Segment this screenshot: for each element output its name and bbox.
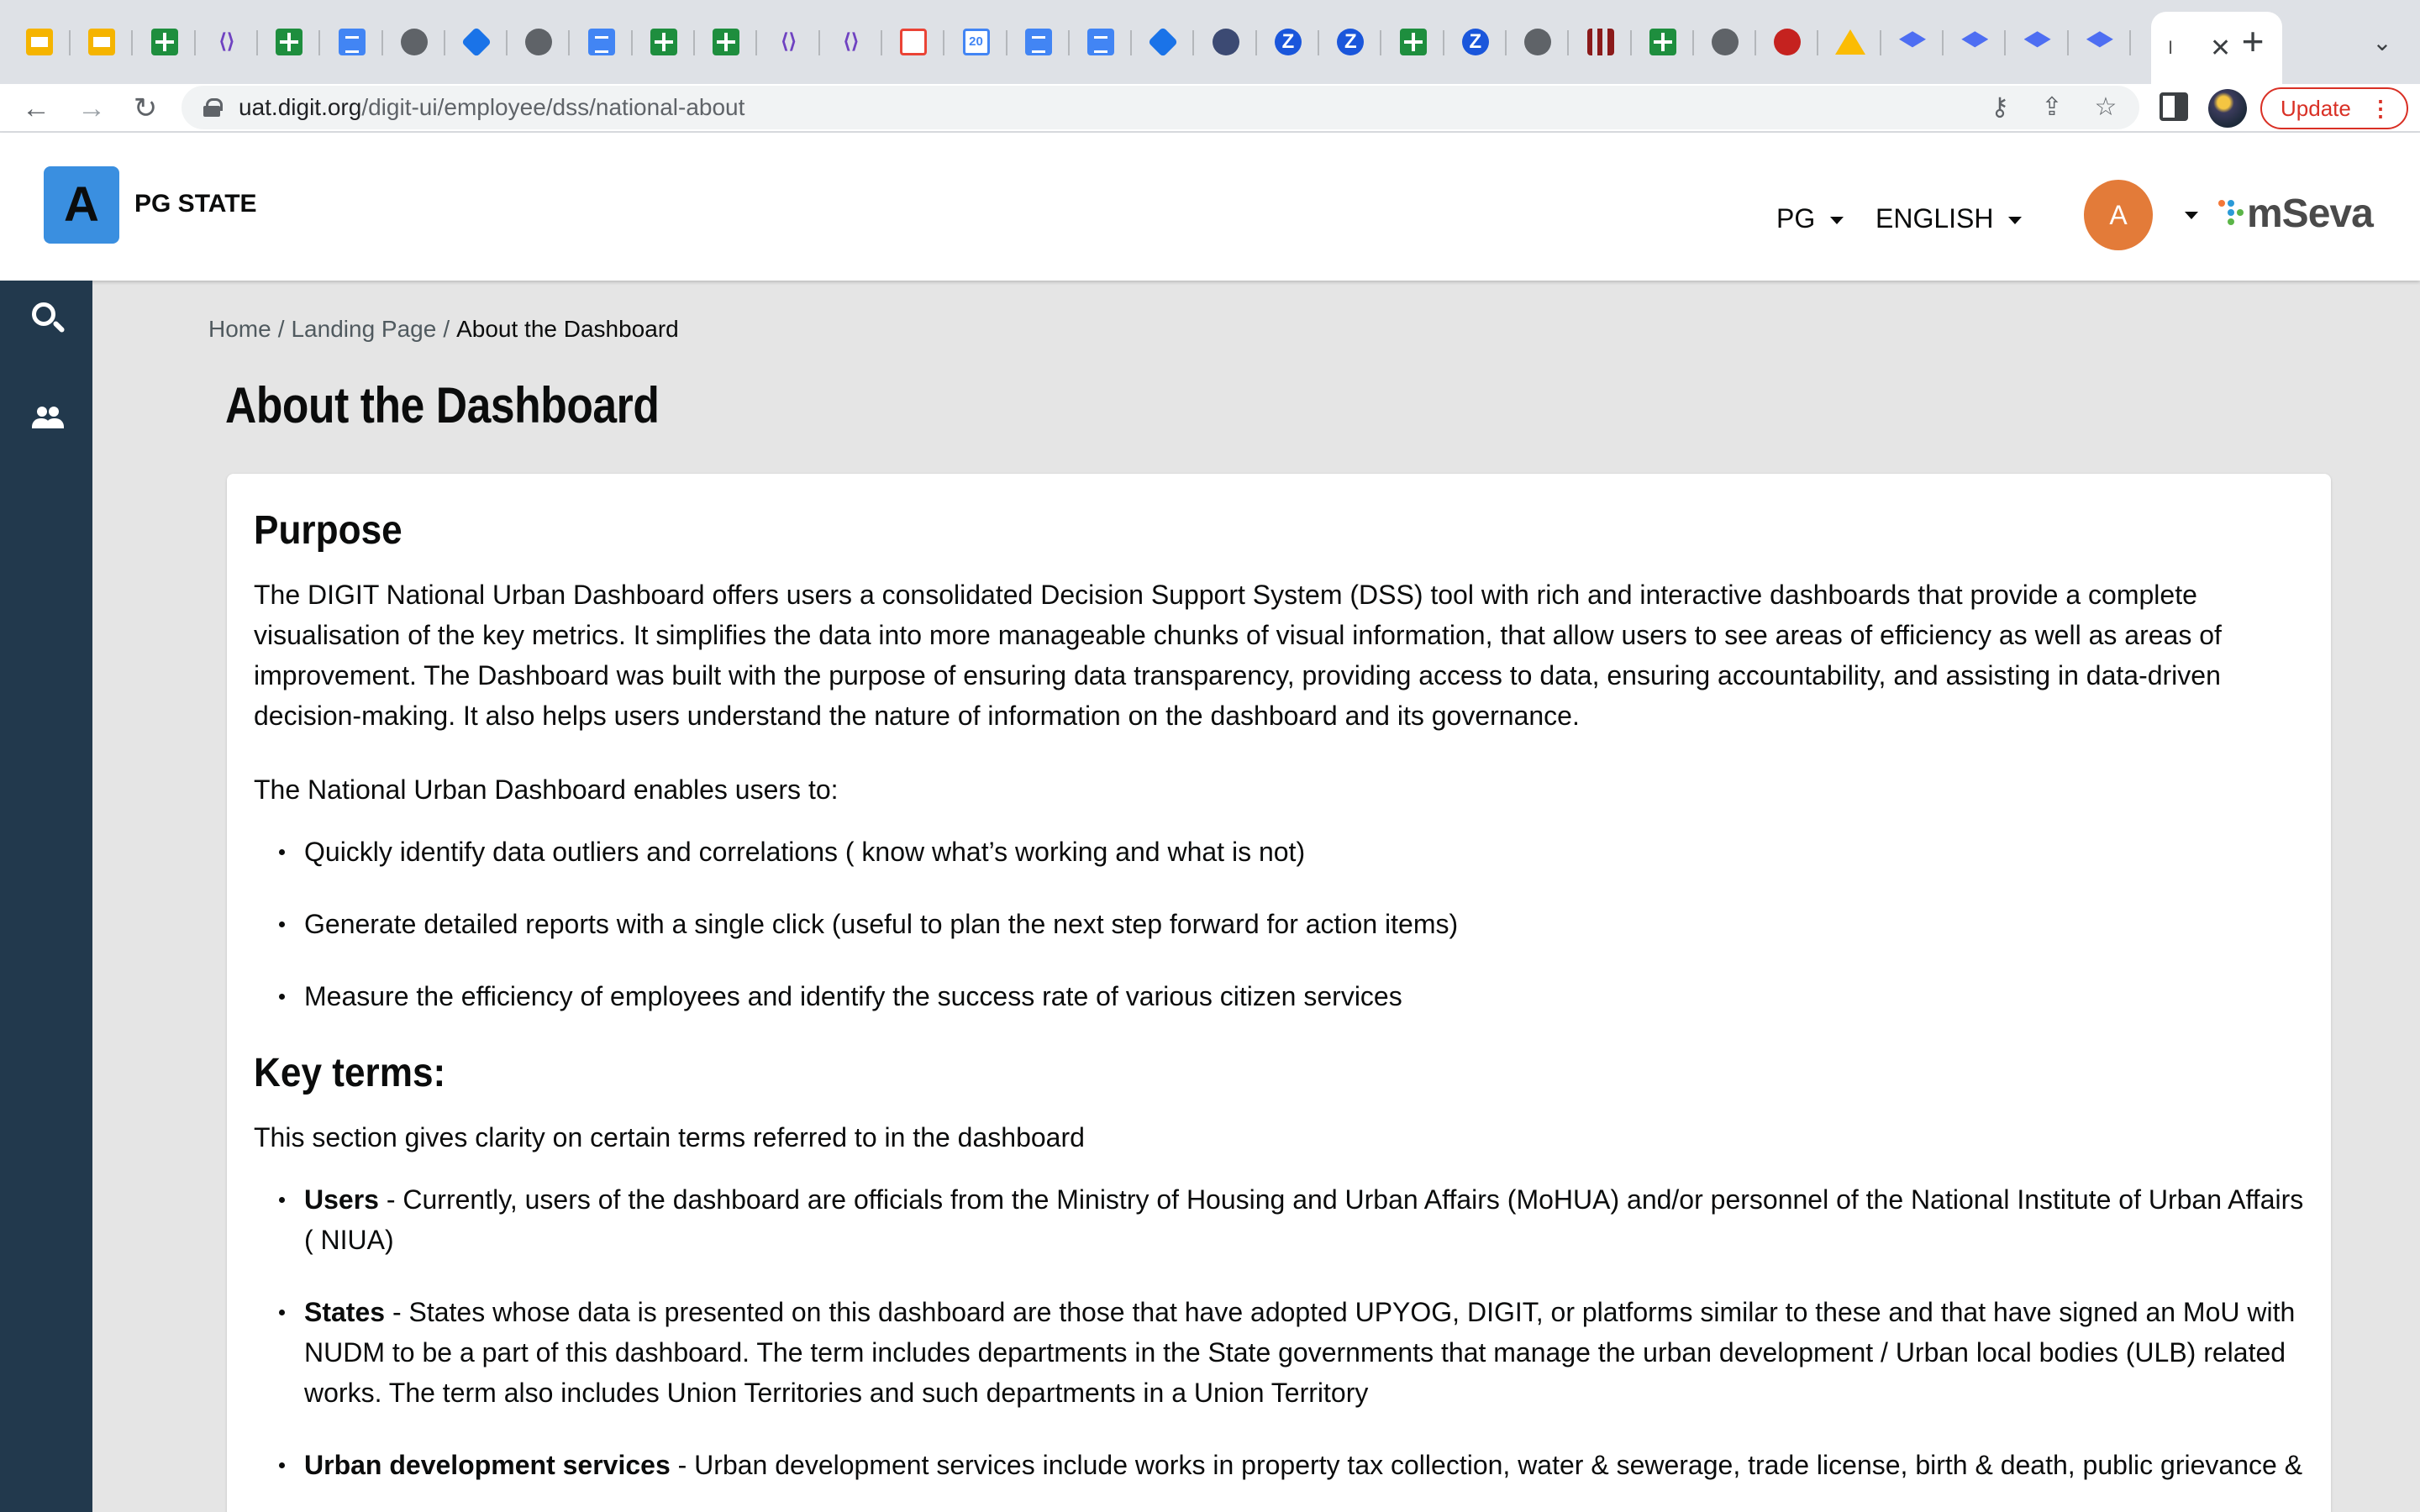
docs-icon (1025, 29, 1052, 55)
key-term-item (254, 1292, 2304, 1413)
browser-tab[interactable] (1195, 12, 1257, 72)
user-menu-caret-icon[interactable] (2185, 212, 2198, 219)
docs-icon (1087, 29, 1114, 55)
browser-tab[interactable] (1756, 12, 1818, 72)
zoho-icon: Z (1337, 29, 1364, 55)
lock-icon[interactable] (203, 98, 220, 117)
globe-icon (1712, 29, 1739, 55)
share-icon[interactable]: ⇪ (2041, 93, 2063, 121)
sheets-icon (1400, 29, 1427, 55)
close-tab-icon[interactable]: ✕ (2210, 34, 2232, 62)
jira-icon (1148, 27, 1178, 57)
active-tab-title: I (2168, 37, 2174, 58)
app-header (0, 133, 2420, 281)
browser-tab[interactable] (633, 12, 695, 72)
zoho-icon: Z (1462, 29, 1489, 55)
purpose-heading: Purpose (254, 508, 402, 553)
state-name: PG STATE (134, 190, 257, 218)
browser-tab[interactable] (1570, 12, 1632, 72)
bookmark-star-icon[interactable]: ☆ (2094, 93, 2118, 121)
browser-tab[interactable] (1132, 12, 1194, 72)
sheets-icon (276, 29, 302, 55)
graduation-cap-icon (2086, 29, 2113, 55)
browser-tab[interactable] (258, 12, 320, 72)
caret-down-icon (1830, 217, 1844, 224)
city-select[interactable] (1776, 202, 1844, 235)
tab-search-chevron-down-icon[interactable]: ⌄ (2372, 29, 2392, 55)
breadcrumb-home[interactable]: Home (208, 316, 271, 342)
key-term-name: Urban development services (304, 1450, 671, 1480)
key-term-definition: - Currently, users of the dashboard are officials from the Ministry of Housing and Urban Affairs (MoHUA) and/or personnel of the National Institute of Urban Affairs ( NIUA) (304, 1184, 2304, 1255)
globe-icon (1524, 29, 1551, 55)
city-select-value: PG (1776, 203, 1816, 234)
browser-tab[interactable] (1881, 12, 1944, 72)
back-arrow-icon[interactable]: ← (22, 92, 50, 124)
list-item: Generate detailed reports with a single click (useful to plan the next step forward for action items) (254, 904, 2304, 944)
code-icon: ⟨⟩ (781, 30, 797, 53)
browser-tab[interactable] (1444, 12, 1507, 72)
enables-list (254, 832, 2304, 1016)
sheets-icon (650, 29, 677, 55)
browser-tab[interactable] (8, 12, 71, 72)
language-select-value: ENGLISH (1876, 203, 1994, 234)
browser-tab[interactable] (2069, 12, 2131, 72)
more-vert-icon[interactable]: ⋮ (2370, 96, 2391, 121)
breadcrumb (208, 316, 679, 343)
browser-tab[interactable] (2007, 12, 2069, 72)
user-avatar[interactable]: A (2084, 180, 2153, 250)
sheets-icon (713, 29, 739, 55)
url-host: uat.digit.org (239, 94, 362, 120)
sheets-icon (1649, 29, 1676, 55)
drive-icon (1835, 29, 1865, 55)
calendar-icon: 20 (963, 29, 990, 55)
update-button[interactable] (2260, 87, 2408, 129)
update-label: Update (2281, 96, 2351, 121)
browser-tab[interactable] (196, 12, 258, 72)
browser-tab[interactable] (1257, 12, 1319, 72)
browser-tab[interactable] (1507, 12, 1569, 72)
tab-separator (2129, 30, 2131, 55)
browser-tab[interactable] (882, 12, 944, 72)
list-item: Measure the efficiency of employees and identify the success rate of various citizen services (254, 976, 2304, 1016)
key-term-name: Users (304, 1184, 379, 1215)
forward-arrow-icon[interactable]: → (77, 92, 106, 124)
caret-down-icon (2008, 217, 2022, 224)
url-text (239, 86, 744, 129)
browser-tab[interactable] (383, 12, 445, 72)
key-term-definition: - States whose data is presented on this dashboard are those that have adopted UPYOG, DIGIT, or platforms similar to these and that have signed an MoU with NUDM to be a part of this dashboard. The term includes departments in the State governments that manage the urban development / Urban local bodies (ULB) related works. The term also includes Union Territories and such departments in a Union Territory (304, 1297, 2296, 1408)
about-card (227, 474, 2331, 1512)
browser-tab[interactable] (1819, 12, 1881, 72)
enables-intro: The National Urban Dashboard enables users to: (254, 774, 839, 805)
key-terms-heading: Key terms: (254, 1051, 446, 1095)
browser-tab[interactable] (1944, 12, 2006, 72)
key-icon[interactable]: ⚷ (1991, 93, 2009, 121)
breadcrumb-current: About the Dashboard (456, 316, 679, 342)
code-icon: ⟨⟩ (218, 30, 235, 53)
key-terms-intro: This section gives clarity on certain terms referred to in the dashboard (254, 1122, 1085, 1152)
new-tab-button[interactable]: + (2241, 19, 2265, 63)
graduation-cap-icon (1899, 29, 1926, 55)
browser-tab[interactable] (695, 12, 757, 72)
jira-icon (461, 27, 492, 57)
side-panel-icon[interactable] (2160, 92, 2188, 121)
browser-tab[interactable] (1632, 12, 1694, 72)
sidebar (0, 281, 92, 1512)
search-icon[interactable] (30, 301, 67, 338)
browser-toolbar (0, 84, 2420, 133)
browser-tab[interactable] (445, 12, 508, 72)
globe-icon (401, 29, 428, 55)
breadcrumb-separator: / (443, 316, 450, 342)
browser-profile-avatar[interactable] (2208, 89, 2247, 128)
red-icon (1774, 29, 1801, 55)
docs-icon (588, 29, 615, 55)
gear-icon (1213, 29, 1239, 55)
browser-tab[interactable] (508, 12, 570, 72)
browser-tab-strip (0, 0, 2420, 84)
address-bar[interactable] (182, 86, 2139, 129)
browser-tab[interactable] (1382, 12, 1444, 72)
url-path: /digit-ui/employee/dss/national-about (361, 94, 745, 120)
page-title: About the Dashboard (225, 377, 660, 433)
reload-icon[interactable]: ↻ (133, 92, 158, 124)
browser-tab[interactable] (1319, 12, 1381, 72)
browser-tab[interactable] (321, 12, 383, 72)
browser-tab[interactable] (1070, 12, 1132, 72)
browser-tab[interactable] (134, 12, 196, 72)
docs-icon (339, 29, 366, 55)
browser-tab[interactable] (1694, 12, 1756, 72)
bars-icon (1587, 29, 1614, 55)
key-term-definition: - Urban development services include works in property tax collection, water & sewerage, trade license, birth & death, public grievance & (670, 1450, 2303, 1480)
zoho-icon: Z (1275, 29, 1302, 55)
state-logo[interactable]: A (44, 166, 119, 244)
browser-tab[interactable] (71, 12, 133, 72)
code-icon: ⟨⟩ (843, 30, 860, 53)
about-card-content (254, 507, 2304, 1512)
purpose-paragraph: The DIGIT National Urban Dashboard offers users a consolidated Decision Support System (DSS) tool with rich and interactive dashboards that provide a complete visualisation of the key metrics. It simplifies the data into more manageable chunks of visual information, that allow users to see areas of efficiency as well as areas of improvement. The Dashboard was built with the purpose of ensuring data transparency, providing access to data, ensuring accountability, and assisting in data-driven decision-making. It also helps users understand the nature of information on the dashboard and its governance. (254, 580, 2222, 731)
key-term-item (254, 1179, 2304, 1260)
gmail-icon (900, 29, 927, 55)
graduation-cap-icon (2024, 29, 2051, 55)
browser-tabs (0, 12, 2286, 72)
browser-tab[interactable] (758, 12, 820, 72)
mseva-dots-icon (2218, 200, 2244, 225)
graduation-cap-icon (1961, 29, 1988, 55)
globe-icon (525, 29, 552, 55)
slides-icon (88, 29, 115, 55)
mseva-brand-text: mSeva (2247, 192, 2373, 236)
browser-tab[interactable] (820, 12, 882, 72)
key-terms-list (254, 1179, 2304, 1485)
language-select[interactable] (1876, 202, 2022, 235)
breadcrumb-separator: / (277, 316, 285, 342)
key-term-item (254, 1445, 2304, 1485)
browser-tab[interactable] (1007, 12, 1070, 72)
slides-icon (26, 29, 53, 55)
key-term-name: States (304, 1297, 386, 1327)
browser-tab[interactable] (571, 12, 633, 72)
list-item: Quickly identify data outliers and correlations ( know what’s working and what is not) (254, 832, 2304, 872)
sheets-icon (151, 29, 178, 55)
breadcrumb-landing-page[interactable]: Landing Page (291, 316, 437, 342)
people-icon[interactable] (30, 402, 67, 438)
browser-tab[interactable] (945, 12, 1007, 72)
